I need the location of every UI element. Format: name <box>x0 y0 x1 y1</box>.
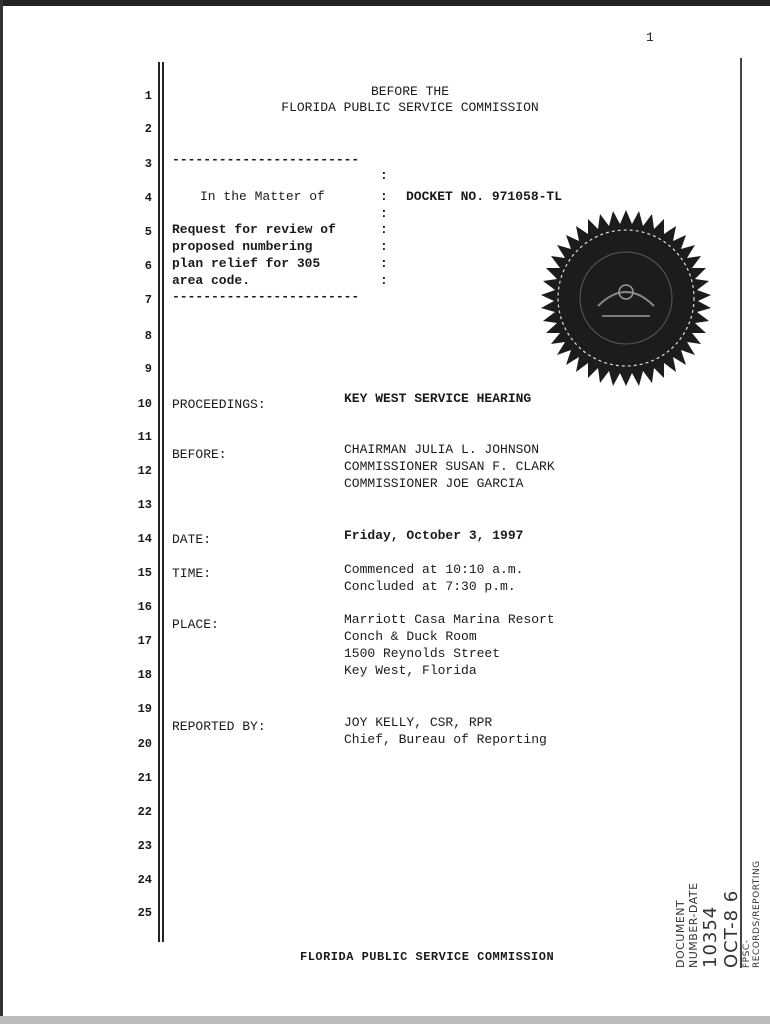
place-value: Conch & Duck Room <box>344 629 477 644</box>
caption-colon: : <box>380 206 388 221</box>
line-number: 18 <box>137 668 152 682</box>
line-number: 14 <box>137 532 152 546</box>
line-number: 7 <box>144 293 152 307</box>
time-value: Concluded at 7:30 p.m. <box>344 579 516 594</box>
line-number: 9 <box>144 362 152 376</box>
time-value: Commenced at 10:10 a.m. <box>344 562 524 577</box>
line-number: 19 <box>137 702 152 716</box>
line-number: 13 <box>137 498 152 512</box>
header-line-1: BEFORE THE <box>370 84 449 99</box>
caption-request-line: plan relief for 305 <box>172 256 321 271</box>
page-edge-top <box>0 0 770 6</box>
line-number: 16 <box>137 600 152 614</box>
received-stamp <box>674 860 762 968</box>
place-value: Marriott Casa Marina Resort <box>344 612 555 627</box>
place-label: PLACE: <box>172 617 219 632</box>
line-number: 25 <box>137 906 152 920</box>
line-number: 2 <box>144 122 152 136</box>
caption-colon: : <box>380 222 388 237</box>
header-line-2: FLORIDA PUBLIC SERVICE COMMISSION <box>281 100 539 115</box>
caption-colon: : <box>380 273 388 288</box>
line-number: 10 <box>137 397 152 411</box>
line-number: 15 <box>137 566 152 580</box>
margin-rule <box>162 62 164 942</box>
reporter-title: Chief, Bureau of Reporting <box>344 732 547 747</box>
line-number: 6 <box>144 259 152 273</box>
line-number: 21 <box>137 771 152 785</box>
proceedings-label: PROCEEDINGS: <box>172 397 266 412</box>
caption-request-line: Request for review of <box>172 222 336 237</box>
caption-colon: : <box>380 256 388 271</box>
margin-rule-right <box>740 58 742 968</box>
reporter-name: JOY KELLY, CSR, RPR <box>344 715 493 730</box>
line-number: 23 <box>137 839 152 853</box>
line-number: 8 <box>144 329 152 343</box>
line-number: 17 <box>137 634 152 648</box>
caption-top-rule: ------------------------ <box>172 152 360 167</box>
line-number: 12 <box>137 464 152 478</box>
page-footer: FLORIDA PUBLIC SERVICE COMMISSION <box>300 950 555 964</box>
stamp-number: 10354 OCT-8 6 <box>700 889 742 968</box>
before-label: BEFORE: <box>172 447 227 462</box>
date-value: Friday, October 3, 1997 <box>344 528 524 543</box>
place-value: 1500 Reynolds Street <box>344 646 501 661</box>
line-number: 20 <box>137 737 152 751</box>
line-number: 3 <box>144 157 152 171</box>
line-number: 5 <box>144 225 152 239</box>
caption-colon: : <box>380 239 388 254</box>
place-value: Key West, Florida <box>344 663 477 678</box>
caption-request-line: area code. <box>172 273 251 288</box>
date-label: DATE: <box>172 532 212 547</box>
line-number: 4 <box>144 191 152 205</box>
commissioner-name: CHAIRMAN JULIA L. JOHNSON <box>344 442 540 457</box>
caption-in-the-matter: In the Matter of <box>200 189 325 204</box>
line-number: 11 <box>137 430 152 444</box>
state-seal-icon <box>536 208 716 388</box>
docket-number: DOCKET NO. 971058-TL <box>406 189 563 204</box>
caption-colon: : <box>380 189 388 204</box>
page-number: 1 <box>646 30 654 45</box>
margin-rule <box>158 62 160 942</box>
page-edge-bottom <box>0 1016 770 1024</box>
line-number: 22 <box>137 805 152 819</box>
caption-request-line: proposed numbering <box>172 239 313 254</box>
time-label: TIME: <box>172 566 212 581</box>
stamp-office: FPSC-RECORDS/REPORTING <box>742 860 762 968</box>
proceedings-value: KEY WEST SERVICE HEARING <box>344 391 532 406</box>
line-number: 1 <box>144 89 152 103</box>
caption-bottom-rule: ------------------------ <box>172 289 360 304</box>
commissioner-name: COMMISSIONER SUSAN F. CLARK <box>344 459 555 474</box>
line-number: 24 <box>137 873 152 887</box>
stamp-title: DOCUMENT NUMBER-DATE <box>674 882 700 968</box>
page-edge-left <box>0 0 3 1024</box>
reported-by-label: REPORTED BY: <box>172 719 266 734</box>
caption-colon: : <box>380 168 388 183</box>
commissioner-name: COMMISSIONER JOE GARCIA <box>344 476 524 491</box>
